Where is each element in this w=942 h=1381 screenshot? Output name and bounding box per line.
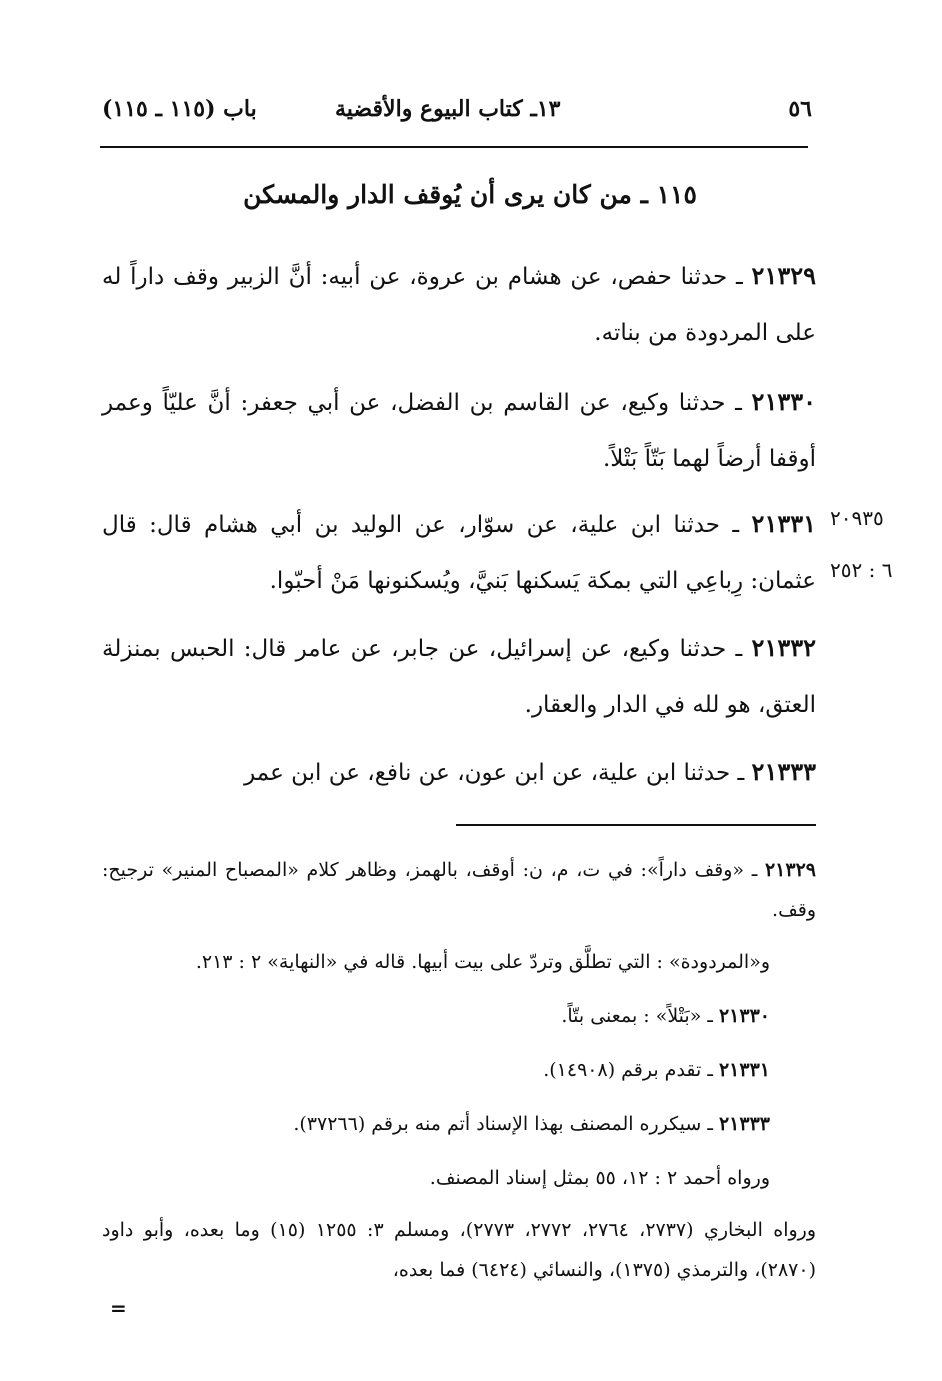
footnote — [130, 1050, 770, 1090]
footnote-number: ٢١٣٣٠ — [718, 1005, 770, 1027]
hadith-paragraph — [102, 496, 816, 609]
hadith-number: ٢١٣٣٣ — [751, 757, 816, 786]
footnote-text: ـ «وقف داراً»: في ت، م، ن: أوقف، بالهمز، وظاهر كلام «المصباح المنير» ترجيح: وقف. — [102, 859, 816, 921]
footnote — [130, 996, 770, 1036]
footnote-text: ـ تقدم برقم (١٤٩٠٨). — [543, 1059, 719, 1081]
footnote-number: ٢١٣٣١ — [718, 1059, 770, 1081]
footnote — [130, 1158, 770, 1198]
footnote — [102, 850, 816, 930]
hadith-text: ـ حدثنا حفص، عن هشام بن عروة، عن أبيه: أنَّ الزبير وقف داراً له على المردودة من بناته. — [102, 264, 816, 346]
footnote-text: ورواه البخاري (٢٧٣٧، ٢٧٦٤، ٢٧٧٢، ٢٧٧٣)، ومسلم ٣: ١٢٥٥ (١٥) وما بعده، وأبو داود (٢٨٧٠)، والترمذي (١٣٧٥)، والنسائي (٦٤٢٤) فما بعده، — [102, 1219, 817, 1281]
hadith-number: ٢١٣٣١ — [751, 509, 816, 538]
margin-reference: ٦ : ٢٥٢ — [830, 558, 893, 582]
footnote-number: ٢١٣٣٣ — [718, 1113, 770, 1135]
footnote — [102, 1210, 816, 1290]
footnote-text: و«المردودة» : التي تطلَّق وتردّ على بيت أبيها. قاله في «النهاية» ٢ : ٢١٣. — [195, 951, 770, 973]
margin-reference: ٢٠٩٣٥ — [830, 506, 884, 530]
hadith-number: ٢١٣٣٠ — [751, 387, 816, 416]
chapter-range: باب (١١٥ ـ ١١٥) — [102, 96, 257, 122]
hadith-text: ـ حدثنا وكيع، عن إسرائيل، عن جابر، عن عامر قال: الحبس بمنزلة العتق، هو لله في الدار والعقار. — [102, 636, 816, 718]
footnote — [130, 942, 770, 982]
hadith-paragraph — [102, 744, 816, 801]
footnote-number: ٢١٣٢٩ — [764, 859, 816, 881]
footnote — [130, 1104, 770, 1144]
hadith-number: ٢١٣٣٢ — [751, 633, 816, 662]
hadith-paragraph — [102, 374, 816, 487]
footnote-text: ـ «بَتْلاً» : بمعنى بتّاً. — [561, 1005, 719, 1027]
book-title: ١٣ـ كتاب البيوع والأقضية — [335, 96, 561, 122]
hadith-paragraph — [102, 620, 816, 733]
hadith-paragraph — [102, 248, 816, 361]
hadith-text: ـ حدثنا وكيع، عن القاسم بن الفضل، عن أبي جعفر: أنَّ عليّاً وعمر أوقفا أرضاً لهما بَتّاً بَتْلاً. — [102, 390, 816, 472]
hadith-text: ـ حدثنا ابن علية، عن سوّار، عن الوليد بن أبي هشام قال: قال عثمان: رِباعِي التي بمكة يَسكنها بَنيَّ، ويُسكنونها مَنْ أحبّوا. — [102, 512, 816, 594]
footnote-text: ورواه أحمد ٢ : ١٢، ٥٥ بمثل إسناد المصنف. — [429, 1167, 770, 1189]
continuation-mark: = — [110, 1296, 127, 1320]
page-number: ٥٦ — [788, 96, 812, 122]
hadith-text: ـ حدثنا ابن علية، عن ابن عون، عن نافع، عن ابن عمر — [244, 760, 752, 786]
chapter-title: ١١٥ ـ من كان يرى أن يُوقف الدار والمسكن — [243, 180, 697, 209]
header-rule — [100, 146, 808, 148]
footnote-text: ـ سيكرره المصنف بهذا الإسناد أتم منه برقم (٣٧٢٦٦). — [293, 1113, 719, 1135]
hadith-number: ٢١٣٢٩ — [751, 261, 816, 290]
footnote-separator — [456, 824, 816, 826]
